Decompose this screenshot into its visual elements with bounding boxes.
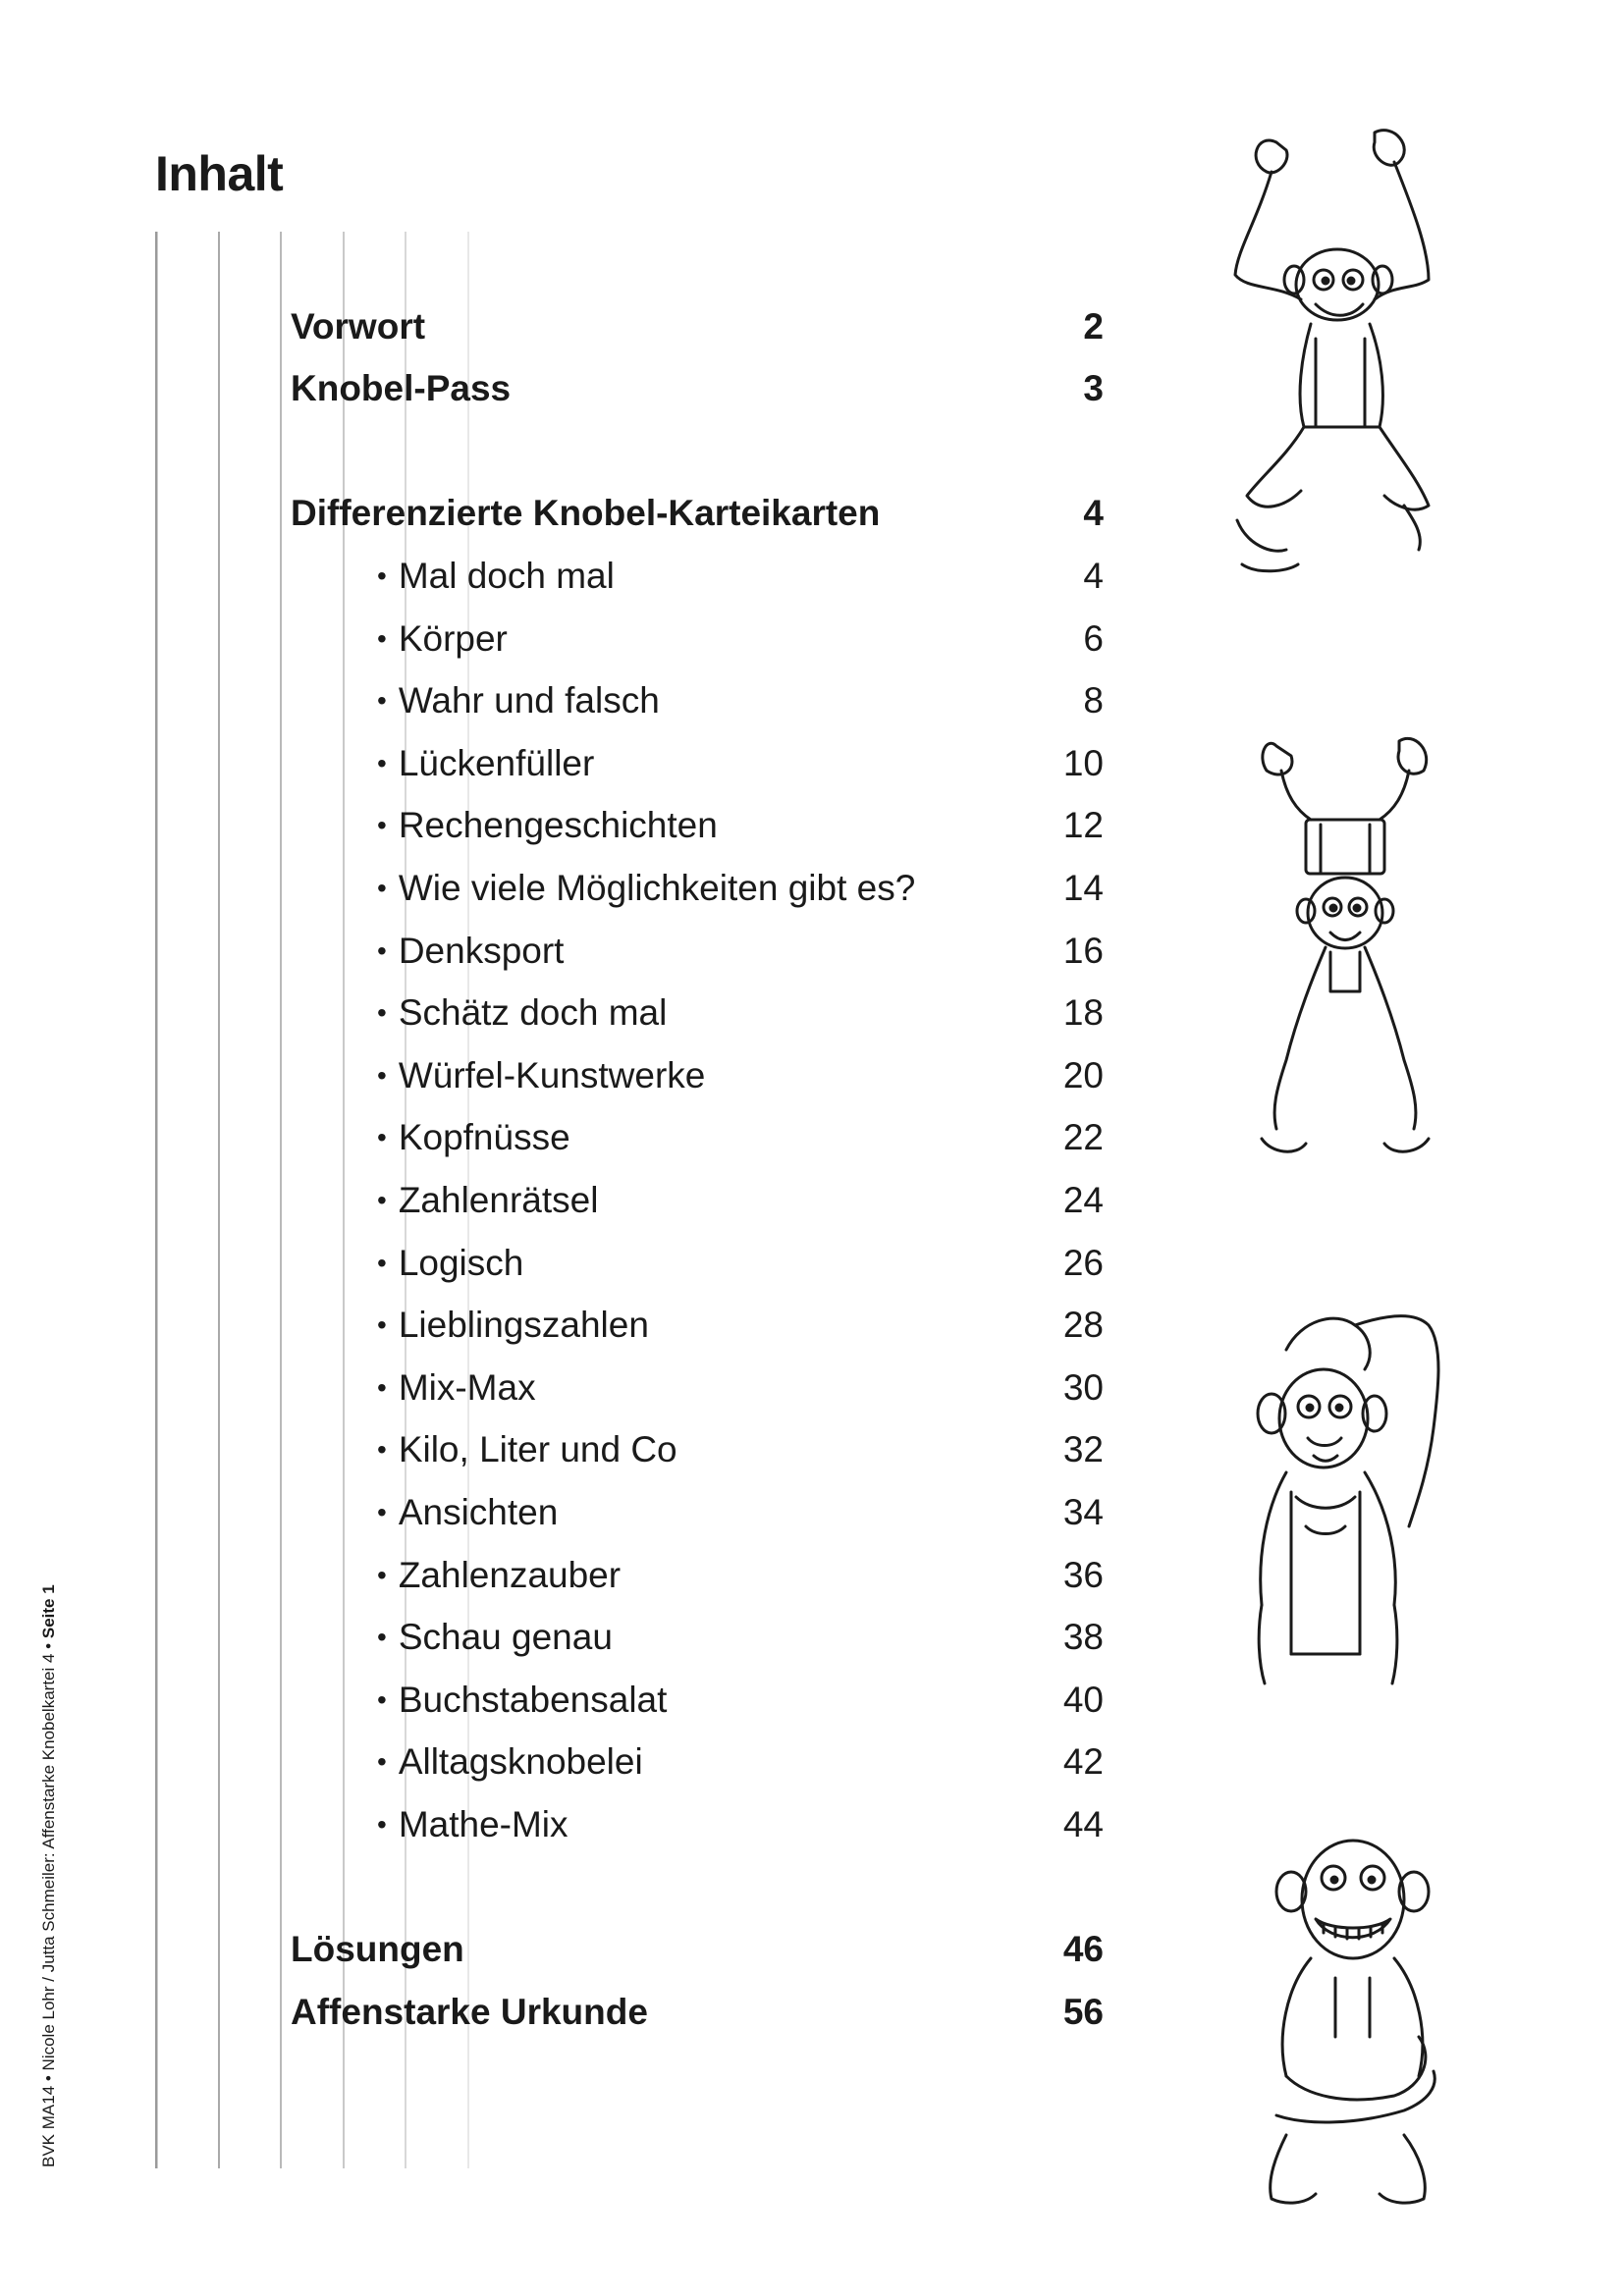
monkey-scratching-head-illustration — [1218, 1301, 1453, 1693]
footer-page-label: Seite 1 — [39, 1584, 58, 1639]
toc-entry-text: Kilo, Liter und Co — [398, 1429, 677, 1470]
toc-entry-label — [291, 306, 425, 347]
bullet-icon: • — [377, 1622, 387, 1653]
toc-entry-page-number: 42 — [1062, 1741, 1104, 1783]
toc-sub-entry — [0, 1168, 1624, 1229]
toc-entry-text: Lösungen — [291, 1929, 464, 1970]
toc-entry-label — [377, 1243, 523, 1284]
toc-entry-page-number: 32 — [1062, 1429, 1104, 1470]
toc-entry-page-number: 12 — [1062, 805, 1104, 846]
toc-entry-page-number: 8 — [1083, 680, 1104, 721]
toc-entry-page-number: 18 — [1062, 992, 1104, 1034]
bullet-icon: • — [377, 622, 387, 654]
toc-entry-page-number: 28 — [1062, 1305, 1104, 1346]
toc-entry-label — [377, 1055, 705, 1096]
toc-entry-page-number: 4 — [1083, 493, 1104, 534]
toc-entry-text: Knobel-Pass — [291, 368, 512, 409]
toc-sub-entry — [0, 1730, 1624, 1790]
bullet-icon: • — [377, 1683, 387, 1715]
toc-entry-text: Zahlenzauber — [398, 1554, 622, 1595]
toc-entry-text: Buchstabensalat — [398, 1679, 668, 1720]
toc-entry-page-number: 36 — [1062, 1554, 1104, 1595]
toc-entry-label — [377, 618, 508, 660]
bullet-icon: • — [377, 1122, 387, 1153]
toc-entry-text: Ansichten — [398, 1492, 559, 1532]
bullet-icon: • — [377, 810, 387, 841]
toc-entry-page-number: 14 — [1062, 868, 1104, 908]
toc-entry-label — [377, 1305, 649, 1346]
toc-entry-text: Mal doch mal — [398, 556, 615, 596]
toc-entry-page-number: 30 — [1062, 1366, 1104, 1408]
toc-entry-page-number: 26 — [1062, 1242, 1104, 1283]
bullet-icon: • — [377, 1434, 387, 1466]
toc-entry-label — [377, 1367, 536, 1409]
toc-entry-text: Schätz doch mal — [398, 992, 668, 1034]
toc-entry-text: Schau genau — [398, 1617, 613, 1658]
toc-entry-text: Alltagsknobelei — [398, 1741, 643, 1783]
toc-entry-text: Würfel-Kunstwerke — [398, 1054, 706, 1095]
toc-entry-page-number: 3 — [1083, 368, 1104, 409]
toc-entry-page-number: 20 — [1062, 1054, 1104, 1095]
toc-entry-label — [377, 931, 564, 972]
toc-entry-text: Körper — [398, 617, 508, 659]
toc-entry-label — [377, 1180, 598, 1221]
toc-entry-page-number: 4 — [1083, 556, 1104, 596]
bullet-icon: • — [377, 747, 387, 778]
toc-entry-text: Wahr und falsch — [398, 680, 660, 721]
toc-entry-page-number: 38 — [1062, 1617, 1104, 1658]
toc-entry-page-number: 44 — [1062, 1804, 1104, 1844]
toc-entry-page-number: 10 — [1062, 742, 1104, 783]
toc-entry-label — [377, 556, 615, 597]
toc-entry-label — [377, 1492, 558, 1533]
bullet-icon: • — [377, 873, 387, 903]
monkey-handstand-illustration — [1252, 726, 1438, 1168]
toc-entry-label — [377, 805, 718, 846]
toc-entry-label — [377, 1617, 613, 1658]
toc-entry-page-number: 22 — [1062, 1117, 1104, 1158]
toc-entry-label — [291, 368, 511, 409]
toc-entry-page-number: 2 — [1083, 305, 1104, 347]
bullet-icon: • — [377, 1746, 387, 1778]
page-title: Inhalt — [155, 146, 284, 201]
toc-entry-page-number: 16 — [1062, 930, 1104, 971]
toc-entry-label — [377, 1741, 643, 1783]
toc-entry-text: Vorwort — [291, 305, 426, 347]
bullet-icon: • — [377, 1185, 387, 1215]
toc-entry-label — [377, 743, 594, 784]
footer-credit-text: BVK MA14 • Nicole Lohr / Jutta Schmeiler: Affenstarke Knobelkartei 4 • — [39, 1638, 58, 2167]
toc-entry-label — [291, 493, 880, 534]
toc-entry-label — [377, 1429, 677, 1470]
toc-entry-label — [377, 868, 915, 909]
monkey-grinning-sitting-illustration — [1247, 1801, 1458, 2214]
bullet-icon: • — [377, 561, 387, 591]
bullet-icon: • — [377, 934, 387, 966]
bullet-icon: • — [377, 685, 387, 717]
toc-entry-label — [377, 1680, 667, 1721]
toc-entry-label — [377, 1804, 568, 1845]
toc-sub-entry — [0, 668, 1624, 729]
toc-entry-page-number: 24 — [1062, 1180, 1104, 1220]
toc-sub-entry — [0, 607, 1624, 667]
toc-entry-label — [377, 992, 667, 1034]
bullet-icon: • — [377, 1559, 387, 1590]
monkey-arms-up-illustration — [1218, 103, 1453, 584]
bullet-icon: • — [377, 997, 387, 1029]
toc-entry-text: Logisch — [398, 1242, 524, 1283]
bullet-icon: • — [377, 1247, 387, 1278]
toc-entry-label — [377, 1555, 621, 1596]
toc-entry-text: Denksport — [398, 930, 565, 971]
toc-entry-label — [291, 1929, 464, 1970]
toc-entry-text: Differenzierte Knobel-Karteikarten — [291, 493, 881, 534]
toc-entry-label — [377, 680, 660, 721]
toc-entry-text: Zahlenrätsel — [398, 1180, 599, 1220]
toc-entry-text: Affenstarke Urkunde — [291, 1991, 648, 2032]
toc-entry-text: Mathe-Mix — [398, 1804, 568, 1844]
footer-vertical-credit — [39, 1584, 59, 2167]
toc-entry-text: Lückenfüller — [398, 742, 595, 783]
toc-entry-page-number: 34 — [1062, 1492, 1104, 1532]
bullet-icon: • — [377, 1497, 387, 1527]
toc-entry-text: Rechengeschichten — [398, 805, 718, 846]
bullet-icon: • — [377, 1059, 387, 1091]
toc-entry-label — [377, 1117, 570, 1158]
toc-entry-text: Mix-Max — [398, 1366, 536, 1408]
toc-entry-text: Wie viele Möglichkeiten gibt es? — [398, 868, 916, 908]
toc-entry-page-number: 56 — [1062, 1991, 1104, 2032]
toc-entry-text: Kopfnüsse — [398, 1117, 570, 1158]
toc-sub-entry — [0, 1231, 1624, 1292]
toc-entry-page-number: 46 — [1062, 1929, 1104, 1970]
toc-entry-page-number: 6 — [1083, 617, 1104, 659]
toc-entry-page-number: 40 — [1062, 1679, 1104, 1720]
bullet-icon: • — [377, 1371, 387, 1403]
toc-entry-text: Lieblingszahlen — [398, 1305, 649, 1346]
toc-entry-label — [291, 1992, 648, 2033]
bullet-icon: • — [377, 1309, 387, 1341]
bullet-icon: • — [377, 1809, 387, 1840]
